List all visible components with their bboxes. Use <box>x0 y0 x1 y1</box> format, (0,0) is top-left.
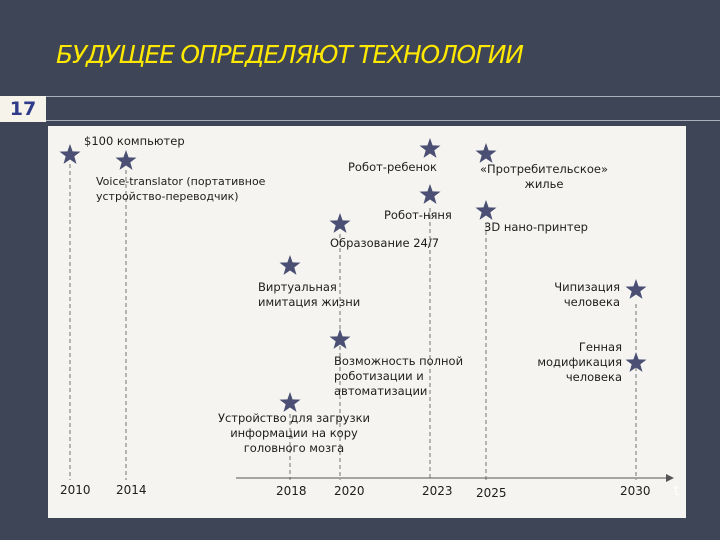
time-axis-label: t <box>674 484 680 499</box>
slide-number: 17 <box>0 96 46 122</box>
star-computer-icon <box>60 144 81 164</box>
star-consumer-housing-icon <box>476 143 497 163</box>
event-robotization: Возможность полной роботизации и автоматизации <box>334 354 464 398</box>
star-robot-nanny-icon <box>420 184 441 204</box>
event-robot-child: Робот-ребенок <box>348 160 437 174</box>
year-label-2025: 2025 <box>476 486 507 500</box>
star-3d-printer-icon <box>476 200 497 220</box>
event-chipping: Чипизация человека <box>554 280 620 309</box>
year-label-2018: 2018 <box>276 484 307 498</box>
star-voice-translator-icon <box>116 150 137 170</box>
slide-title: БУДУЩЕЕ ОПРЕДЕЛЯЮТ ТЕХНОЛОГИИ <box>56 40 523 69</box>
year-label-2023: 2023 <box>422 484 453 498</box>
star-robot-child-icon <box>420 138 441 158</box>
year-label-2014: 2014 <box>116 483 147 497</box>
star-education-icon <box>330 213 351 233</box>
year-label-2010: 2010 <box>60 483 91 497</box>
divider-line <box>0 96 720 97</box>
star-chipping-icon <box>626 279 647 299</box>
event-computer: $100 компьютер <box>84 134 185 148</box>
event-voice-translator: Voice-translator (портативное устройство-переводчик) <box>96 175 266 203</box>
event-3d-printer: 3D нано-принтер <box>484 220 588 234</box>
event-consumer-housing: «Протребительское» жилье <box>480 162 608 191</box>
event-education: Образование 24/7 <box>330 236 440 250</box>
divider-line <box>0 120 720 121</box>
event-brain-upload: Устройство для загрузки информации на кору головного мозга <box>217 411 371 455</box>
star-robotization-icon <box>330 329 351 349</box>
timeline-panel <box>48 126 686 518</box>
year-label-2030: 2030 <box>620 484 651 498</box>
event-gene-modification: Генная модификация человека <box>537 340 622 384</box>
event-robot-nanny: Робот-няня <box>384 208 452 222</box>
time-axis-arrow <box>666 474 674 482</box>
star-brain-upload-icon <box>280 392 301 412</box>
event-virtual-life: Виртуальная имитация жизни <box>258 280 361 309</box>
star-virtual-life-icon <box>280 255 301 275</box>
year-label-2020: 2020 <box>334 484 365 498</box>
